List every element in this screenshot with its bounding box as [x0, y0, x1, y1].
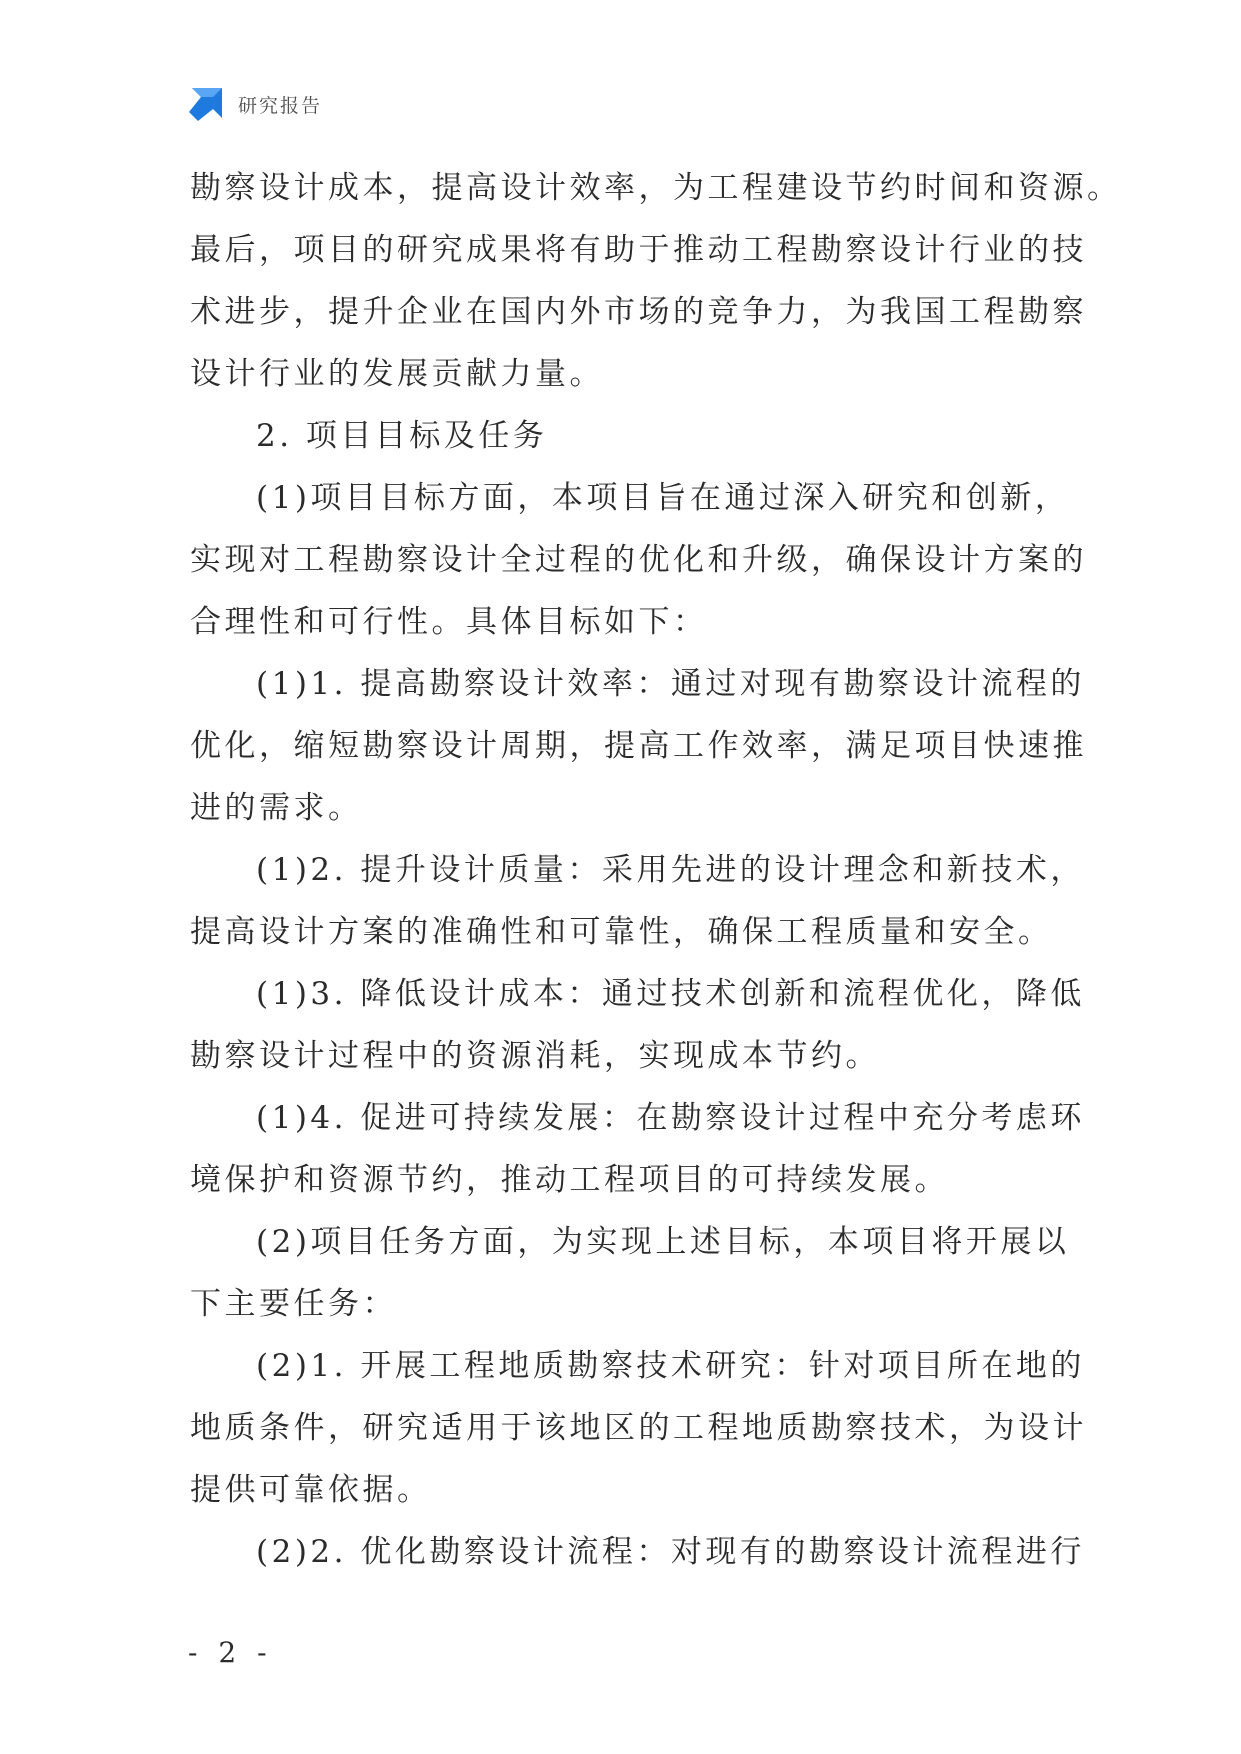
arrow-logo-icon: [188, 86, 224, 122]
list-item-line: (2)2. 优化勘察设计流程：对现有的勘察设计流程进行: [256, 1534, 1085, 1570]
paragraph-line: 提供可靠依据。: [190, 1472, 432, 1508]
paragraph-line: 设计行业的发展贡献力量。: [190, 356, 604, 392]
list-item-line: (1)2. 提升设计质量：采用先进的设计理念和新技术，: [256, 852, 1085, 888]
paragraph-line: 实现对工程勘察设计全过程的优化和升级，确保设计方案的: [190, 542, 1087, 578]
paragraph-line: (2)项目任务方面，为实现上述目标，本项目将开展以: [256, 1224, 1070, 1260]
section-heading: 2. 项目目标及任务: [256, 418, 548, 454]
list-item-line: (1)4. 促进可持续发展：在勘察设计过程中充分考虑环: [256, 1100, 1085, 1136]
paragraph-line: 术进步，提升企业在国内外市场的竞争力，为我国工程勘察: [190, 294, 1087, 330]
paragraph-line: 优化，缩短勘察设计周期，提高工作效率，满足项目快速推: [190, 728, 1087, 764]
paragraph-line: 最后，项目的研究成果将有助于推动工程勘察设计行业的技: [190, 232, 1087, 268]
list-item-line: (1)3. 降低设计成本：通过技术创新和流程优化，降低: [256, 976, 1085, 1012]
list-item-line: (2)1. 开展工程地质勘察技术研究：针对项目所在地的: [256, 1348, 1085, 1384]
paragraph-line: 下主要任务：: [190, 1286, 397, 1322]
list-item-line: (1)1. 提高勘察设计效率：通过对现有勘察设计流程的: [256, 666, 1085, 702]
document-body: [190, 157, 1122, 1583]
paragraph-line: 合理性和可行性。具体目标如下：: [190, 604, 708, 640]
paragraph-line: (1)项目目标方面，本项目旨在通过深入研究和创新，: [256, 480, 1070, 516]
document-header: [188, 86, 322, 122]
page-number: - 2 -: [188, 1636, 273, 1669]
paragraph-line: 勘察设计过程中的资源消耗，实现成本节约。: [190, 1038, 880, 1074]
paragraph-line: 提高设计方案的准确性和可靠性，确保工程质量和安全。: [190, 914, 1053, 950]
paragraph-line: 境保护和资源节约，推动工程项目的可持续发展。: [190, 1162, 949, 1198]
paragraph-line: 进的需求。: [190, 790, 363, 826]
header-label: 研究报告: [238, 94, 323, 117]
paragraph-line: 地质条件，研究适用于该地区的工程地质勘察技术，为设计: [190, 1410, 1087, 1446]
paragraph-line: 勘察设计成本，提高设计效率，为工程建设节约时间和资源。: [190, 170, 1122, 206]
